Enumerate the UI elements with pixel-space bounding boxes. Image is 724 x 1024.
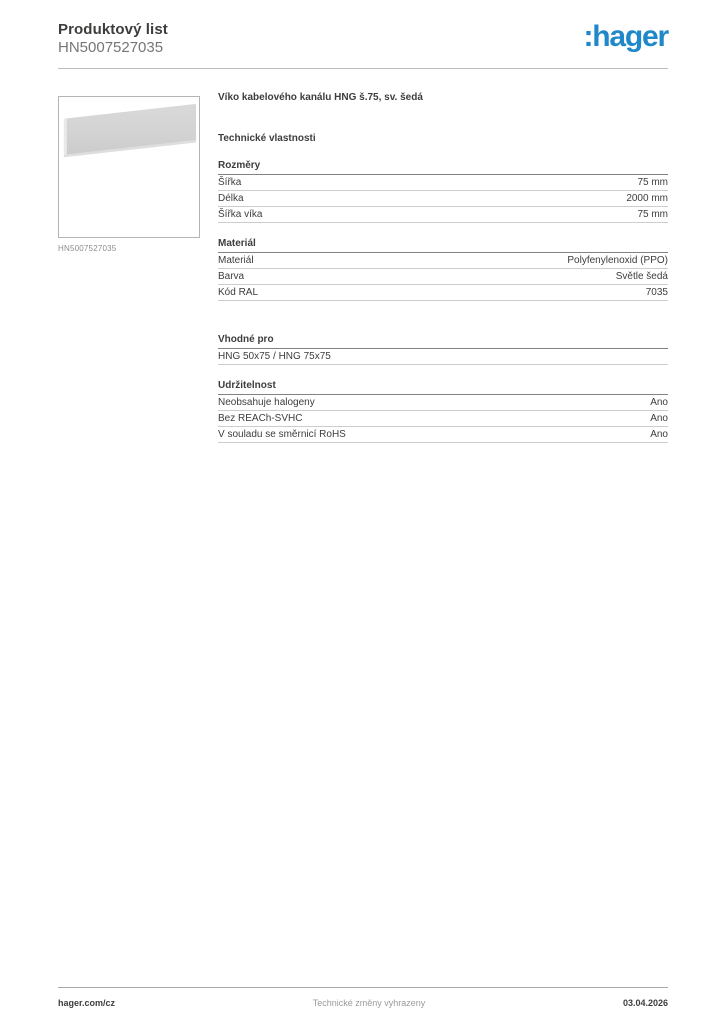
spec-row [218,191,668,207]
spec-value: 75 mm [637,209,668,220]
spec-label: Bez REACh-SVHC [218,413,303,424]
spec-row [218,269,668,285]
spec-column [218,92,668,443]
spec-value: Polyfenylenoxid (PPO) [567,255,668,266]
spec-value: 2000 mm [626,193,668,204]
spec-section [218,334,668,365]
product-image-caption: HN5007527035 [58,244,117,253]
spec-label: Materiál [218,255,254,266]
section-heading: Materiál [218,238,668,253]
section-heading: Rozměry [218,160,668,175]
spec-row [218,285,668,301]
header-divider [58,68,668,69]
section-heading: Udržitelnost [218,380,668,395]
spec-value: 75 mm [637,177,668,188]
spec-sections [218,160,668,443]
spec-label: Šířka [218,177,242,188]
spec-label: HNG 50x75 / HNG 75x75 [218,351,331,362]
document-reference: HN5007527035 [58,39,164,56]
spec-row [218,175,668,191]
spec-row [218,349,668,365]
spec-label: Kód RAL [218,287,259,298]
spec-label: Neobsahuje halogeny [218,397,315,408]
product-photo-cover-strip [59,97,199,237]
product-title: Víko kabelového kanálu HNG š.75, sv. šedá [218,92,423,103]
spec-value: 7035 [645,287,668,298]
spec-value: Světle šedá [615,271,668,282]
spec-row [218,395,668,411]
footer-website: hager.com/cz [58,998,116,1008]
spec-value: Ano [650,413,668,424]
hager-logo: :hager [583,20,668,53]
section-heading: Vhodné pro [218,334,668,349]
spec-label: Délka [218,193,244,204]
spec-row [218,411,668,427]
spec-section [218,238,668,301]
spec-label: V souladu se směrnicí RoHS [218,429,346,440]
spec-section [218,160,668,223]
spec-label: Šířka víka [218,209,263,220]
footer-date: 03.04.2026 [622,998,668,1008]
spec-value: Ano [650,429,668,440]
spec-row [218,427,668,443]
spec-row [218,253,668,269]
spec-row [218,207,668,223]
technical-properties-heading: Technické vlastnosti [218,133,316,144]
spec-section [218,380,668,443]
spec-value: Ano [650,397,668,408]
page-footer [58,987,668,1008]
document-title: Produktový list [58,21,168,38]
footer-disclaimer: Technické změny vyhrazeny [312,998,426,1008]
product-image-frame [58,96,200,238]
spec-label: Barva [218,271,245,282]
page-header [58,21,168,56]
